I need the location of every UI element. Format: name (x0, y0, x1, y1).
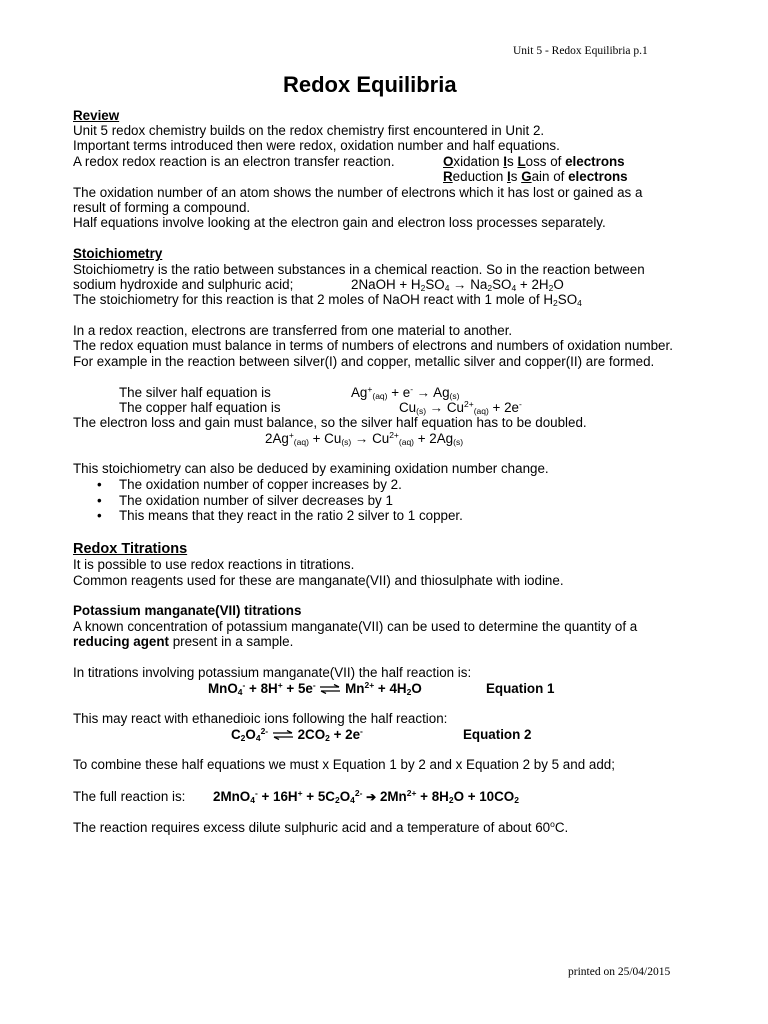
review-line-6: Half equations involve looking at the electron gain and electron loss processes separately. (73, 215, 606, 230)
kmno4-heading: Potassium manganate(VII) titrations (73, 603, 302, 618)
review-line-5: result of forming a compound. (73, 200, 251, 215)
stoich-line-2: sodium hydroxide and sulphuric acid; (73, 277, 294, 292)
kmno4-line-1: A known concentration of potassium manganate(VII) can be used to determine the quantity of a (73, 619, 638, 634)
list-item: • The oxidation number of copper increases by 2. (73, 477, 463, 493)
running-header: Unit 5 - Redox Equilibria p.1 (513, 45, 648, 57)
silver-half-equation: $Ag^+_{(aq)} + e^- \to Ag_{(s)}$ (351, 384, 460, 401)
stoich-line-7: The electron loss and gain must balance, so the silver half equation has to be doubled. (73, 415, 587, 430)
stoich-line-1: Stoichiometry is the ratio between substances in a chemical reaction. So in the reaction between (73, 262, 645, 277)
review-line-4: The oxidation number of an atom shows the number of electrons which it has lost or gained as a (73, 185, 643, 200)
kmno4-line-4: This may react with ethanedioic ions following the half reaction: (73, 711, 448, 726)
equilibrium-arrow-icon (319, 684, 341, 694)
naoh-equation: 2NaOH + $H_2SO_4 \to Na_2SO_4 + 2H_2O$ (351, 277, 564, 293)
review-line-1: Unit 5 redox chemistry builds on the redox chemistry first encountered in Unit 2. (73, 123, 545, 138)
titrations-line-2: Common reagents used for these are manganate(VII) and thiosulphate with iodine. (73, 573, 564, 588)
stoich-line-6: For example in the reaction between silver(I) and copper, metallic silver and copper(II) are formed. (73, 354, 655, 369)
kmno4-line-2: reducing agent present in a sample. (73, 634, 294, 649)
review-heading: Review (73, 108, 120, 123)
page-title: Redox Equilibria (283, 72, 457, 97)
review-line-2: Important terms introduced then were redox, oxidation number and half equations. (73, 138, 560, 153)
titrations-heading: Redox Titrations (73, 541, 188, 557)
equation-1-label: Equation 1 (486, 681, 555, 696)
titrations-line-1: It is possible to use redox reactions in titrations. (73, 557, 355, 572)
list-item: • The oxidation number of silver decreases by 1 (73, 493, 463, 509)
silver-half-label: The silver half equation is (119, 385, 271, 400)
stoich-heading: Stoichiometry (73, 246, 163, 261)
stoich-line-8: This stoichiometry can also be deduced by examining oxidation number change. (73, 461, 549, 476)
rig-mnemonic: Reduction Is Gain of electrons (443, 169, 628, 184)
oil-mnemonic: Oxidation Is Loss of electrons (443, 154, 625, 169)
equation-2-label: Equation 2 (463, 727, 532, 742)
list-item: • This means that they react in the ratio 2 silver to 1 copper. (73, 508, 463, 524)
full-reaction-equation: $2MnO_4^- + 16H^+ + 5C_2O_4^{2-}$ ➔ $2Mn^{2+} + 8H_2O + 10CO_2$ (213, 788, 519, 805)
printed-date: printed on 25/04/2015 (568, 966, 671, 978)
equilibrium-arrow-icon (272, 730, 294, 740)
kmno4-line-6: The full reaction is: (73, 789, 186, 804)
stoich-line-3: The stoichiometry for this reaction is that 2 moles of NaOH react with 1 mole of $H_2SO_4$ (73, 292, 582, 308)
stoich-line-5: The redox equation must balance in terms of numbers of electrons and numbers of oxidation number. (73, 338, 673, 353)
oxidation-bullet-list (73, 477, 463, 524)
kmno4-line-7: The reaction requires excess dilute sulphuric acid and a temperature of about 60$^o$C. (73, 819, 569, 835)
equation-1: MnO$_4$- + 8H+ + 5e- $Mn^{2+} + 4H_2O$ (208, 680, 422, 697)
equation-2: $C_2O_4^{2-}$ $2CO_2 + 2e^-$ (231, 726, 363, 743)
copper-half-label: The copper half equation is (119, 400, 281, 415)
review-line-3: A redox redox reaction is an electron transfer reaction. (73, 154, 395, 169)
combined-silver-copper-equation: $2Ag^+_{(aq)} + Cu_{(s)} \to Cu^{2+}_{(aq)} + 2Ag_{(s)}$ (265, 430, 464, 447)
copper-half-equation: $Cu_{(s)} \to Cu^{2+}_{(aq)} + 2e^-$ (399, 399, 522, 416)
stoich-line-4: In a redox reaction, electrons are transferred from one material to another. (73, 323, 513, 338)
kmno4-line-5: To combine these half equations we must x Equation 1 by 2 and x Equation 2 by 5 and add; (73, 757, 615, 772)
kmno4-line-3: In titrations involving potassium manganate(VII) the half reaction is: (73, 665, 472, 680)
